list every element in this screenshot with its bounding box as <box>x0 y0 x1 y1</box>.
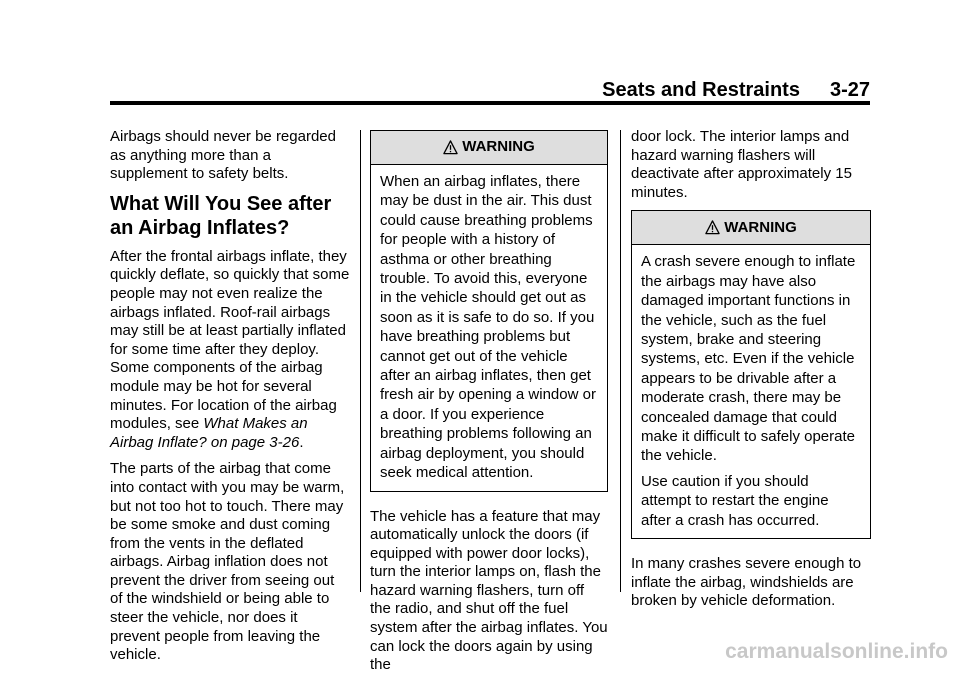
warning-title: WARNING <box>462 138 535 156</box>
warning-text: A crash severe enough to inflate the airbags may have also damaged important functions in the vehicle, such as the fuel system, brake and steering systems, etc. Even if the vehicle appears to be drivable after a moderate crash, there may be concealed damage that could make it difficult to safely operate the vehicle. <box>641 253 856 465</box>
paragraph <box>110 248 350 453</box>
column-1 <box>110 128 350 673</box>
paragraph: In many crashes severe enough to inflate the airbag, windshields are broken by vehicle deformation. <box>631 555 862 610</box>
warning-body <box>371 165 607 491</box>
intro-paragraph: Airbags should never be regarded as anything more than a supplement to safety belts. <box>110 128 336 183</box>
warning-box <box>370 130 608 492</box>
cross-reference-link[interactable]: What Makes an Airbag Inflate? on page 3-26 <box>110 415 308 451</box>
paragraph-text: After the frontal airbags inflate, they quickly deflate, so quickly that some people may not even realize the airbags inflated. Roof-rail airbags may still be at least partially inflated for some time after they deploy. Some components of the airbag module may be hot for several minutes. For location of the airbag modules, see <box>110 247 350 433</box>
warning-title: WARNING <box>724 218 797 236</box>
warning-triangle-icon <box>705 220 720 235</box>
warning-box <box>631 210 871 539</box>
paragraph: The vehicle has a feature that may automatically unlock the doors (if equipped with power door locks), turn the interior lamps on, flash the hazard warning flashers, turn off the radio, and shut off the fuel system after the airbag inflates. You can lock the doors again by using the <box>370 507 608 674</box>
section-heading: What Will You See after an Airbag Inflates? <box>110 192 332 239</box>
header-rule <box>110 101 870 105</box>
section-title: Seats and Restraints <box>602 79 800 101</box>
warning-text: Use caution if you should attempt to restart the engine after a crash has occurred. <box>641 472 829 529</box>
column-2 <box>370 128 608 683</box>
paragraph: door lock. The interior lamps and hazard warning flashers will deactivate after approximately 15 minutes. <box>631 128 852 201</box>
warning-header <box>632 211 870 245</box>
column-divider <box>620 130 621 592</box>
page-number: 3-27 <box>829 79 870 101</box>
warning-triangle-icon <box>443 140 458 155</box>
paragraph: The parts of the airbag that come into contact with you may be warm, but not too hot to touch. There may be some smoke and dust coming from the vents in the deflated airbags. Airbag inflation does not prevent the driver from seeing out of the windshield or being able to steer the vehicle, nor does it prevent people from leaving the vehicle. <box>110 460 345 664</box>
column-divider <box>360 130 361 592</box>
warning-header <box>371 131 607 165</box>
page-header <box>110 78 870 102</box>
column-3 <box>631 128 871 619</box>
paragraph-end: . <box>299 433 304 451</box>
watermark: carmanualsonline.info <box>725 640 948 663</box>
warning-body <box>632 245 870 538</box>
warning-text: When an airbag inflates, there may be dust in the air. This dust could cause breathing problems for people with a history of asthma or other breathing trouble. To avoid this, everyone in the vehicle should get out as soon as it is safe to do so. If you have breathing problems but cannot get out of the vehicle after an airbag inflates, then get fresh air by opening a window or a door. If you experience breathing problems following an airbag deployment, you should seek medical attention. <box>380 173 596 482</box>
